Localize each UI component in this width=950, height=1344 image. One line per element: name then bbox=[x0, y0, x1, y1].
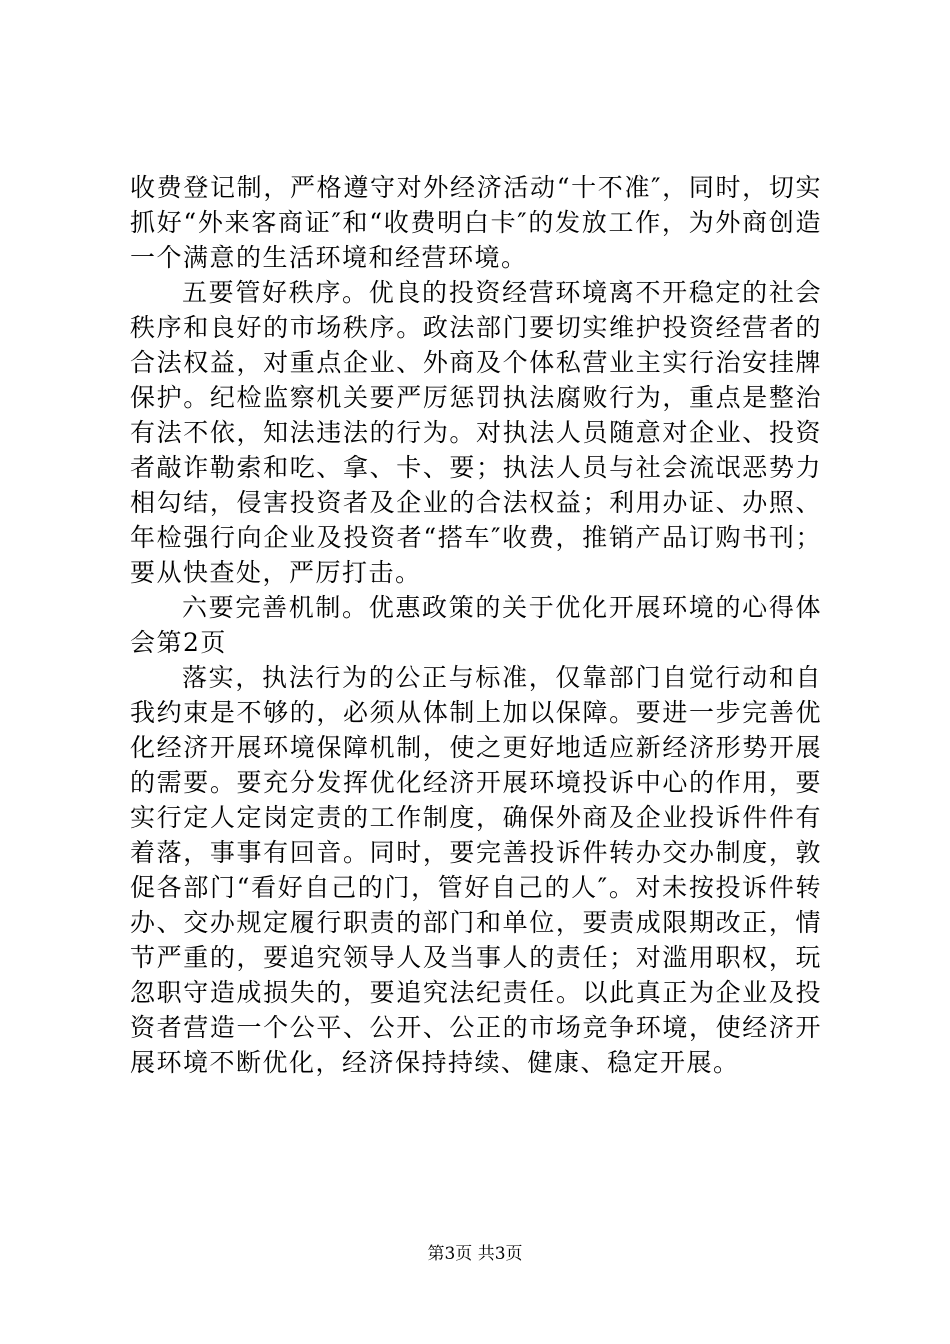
paragraph-2: 五要管好秩序。优良的投资经营环境离不开稳定的社会秩序和良好的市场秩序。政法部门要切实维护投资经营者的合法权益，对重点企业、外商及个体私营业主实行治安挂牌保护。纪检监察机关要严厉惩罚执法腐败行为，重点是整治有法不依，知法违法的行为。对执法人员随意对企业、投资者敲诈勒索和吃、拿、卡、要；执法人员与社会流氓恶势力相勾结，侵害投资者及企业的合法权益；利用办证、办照、年检强行向企业及投资者“搭车″收费，推销产品订购书刊；要从快查处，严厉打击。 bbox=[130, 278, 822, 587]
document-body bbox=[130, 170, 822, 1080]
paragraph-4: 落实，执法行为的公正与标准，仅靠部门自觉行动和自我约束是不够的，必须从体制上加以保障。要进一步完善优化经济开展环境保障机制，使之更好地适应新经济形势开展的需要。要充分发挥优化经济开展环境投诉中心的作用，要实行定人定岗定责的工作制度，确保外商及企业投诉件件有着落，事事有回音。同时，要完善投诉件转办交办制度，敦促各部门“看好自己的门，管好自己的人″。对未按投诉件转办、交办规定履行职责的部门和单位，要责成限期改正，情节严重的，要追究领导人及当事人的责任；对滥用职权，玩忽职守造成损失的，要追究法纪责任。以此真正为企业及投资者营造一个公平、公开、公正的市场竞争环境，使经济开展环境不断优化，经济保持持续、健康、稳定开展。 bbox=[130, 663, 822, 1077]
paragraph-1: 收费登记制，严格遵守对外经济活动“十不准″，同时，切实抓好“外来客商证″和“收费明白卡″的发放工作，为外商创造一个满意的生活环境和经营环境。 bbox=[130, 173, 822, 272]
page-footer: 第3页 共3页 bbox=[427, 1244, 523, 1264]
paragraph-3: 六要完善机制。优惠政策的关于优化开展环境的心得体会第2页 bbox=[130, 593, 822, 657]
